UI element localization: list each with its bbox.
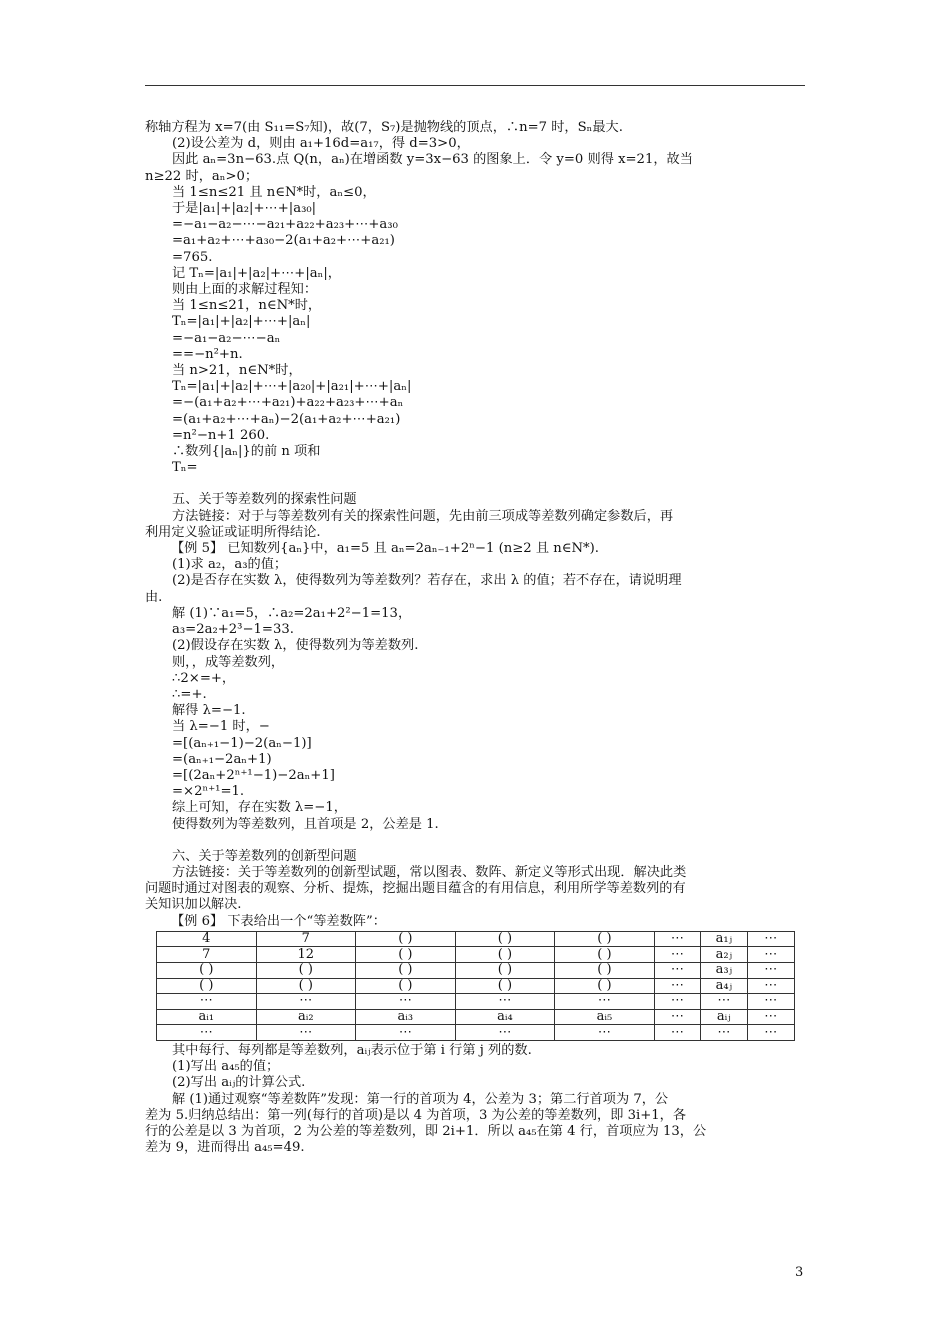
text-line: =−a₁−a₂−⋯−aₙ [172, 330, 281, 346]
text-line: 利用定义验证或证明所得结论. [145, 524, 321, 540]
text-line: 由. [145, 589, 163, 605]
table-cell: ⋯ [654, 962, 700, 978]
header-rule [145, 85, 805, 86]
text-line: =×2ⁿ⁺¹=1. [172, 784, 245, 800]
text-line: =n²−n+1 260. [172, 427, 270, 443]
table-cell: 7 [256, 931, 356, 947]
table-cell: ⋯ [654, 978, 700, 994]
table-cell: ⋯ [701, 994, 747, 1010]
table-cell: ( ) [555, 978, 655, 994]
table-cell: ( ) [555, 962, 655, 978]
table-cell: ⋯ [455, 1025, 555, 1041]
text-line: ∴=+. [172, 686, 207, 702]
text-line: 问题时通过对图表的观察、分析、提炼，挖掘出题目蕴含的有用信息，利用所学等差数列的有 [145, 881, 686, 897]
table-cell: a₁ⱼ [701, 931, 747, 947]
table-cell: ⋯ [157, 994, 257, 1010]
table-row [157, 931, 795, 947]
table-cell: ( ) [455, 962, 555, 978]
table-cell: ⋯ [654, 947, 700, 963]
text-line: 解得 λ=−1. [172, 703, 246, 719]
text-line: =[(aₙ₊₁−1)−2(aₙ−1)] [172, 735, 312, 751]
text-line: Tₙ=|a₁|+|a₂|+⋯+|aₙ| [172, 314, 311, 330]
text-line: 当 1≤n≤21 且 n∈N*时，aₙ≤0， [172, 184, 376, 200]
table-cell: aᵢ₂ [256, 1009, 356, 1025]
text-before-table [145, 120, 807, 930]
text-line: 当 1≤n≤21，n∈N*时， [172, 298, 322, 314]
table-cell: ( ) [256, 962, 356, 978]
table-cell: ( ) [356, 931, 456, 947]
table-cell: 7 [157, 947, 257, 963]
text-after-table [145, 1043, 807, 1156]
text-line: 【例 5】 已知数列{aₙ}中，a₁=5 且 aₙ=2aₙ₋₁+2ⁿ−1 (n≥2 且 n∈N*). [171, 541, 599, 557]
text-line: (2)是否存在实数 λ，使得数列为等差数列？若存在，求出 λ 的值；若不存在，请说明理 [172, 573, 682, 589]
table-cell: a₃ⱼ [701, 962, 747, 978]
text-line: a₃=2a₂+2³−1=33. [172, 622, 294, 638]
text-line: =−(a₁+a₂+⋯+a₂₁)+a₂₂+a₂₃+⋯+aₙ [172, 395, 404, 411]
text-line: =−a₁−a₂−⋯−a₂₁+a₂₂+a₂₃+⋯+a₃₀ [172, 217, 398, 233]
text-line: (2)假设存在实数 λ，使得数列为等差数列. [172, 638, 419, 654]
table-cell: ⋯ [256, 994, 356, 1010]
table-cell: ⋯ [256, 1025, 356, 1041]
text-line: 六、关于等差数列的创新型问题 [172, 848, 357, 864]
table-cell: ⋯ [555, 994, 655, 1010]
table-cell: ⋯ [747, 994, 794, 1010]
table-row [157, 1025, 795, 1041]
table-cell: ( ) [356, 962, 456, 978]
text-line: 于是|a₁|+|a₂|+⋯+|a₃₀| [172, 201, 317, 217]
table-cell: ( ) [555, 947, 655, 963]
text-line: =(a₁+a₂+⋯+aₙ)−2(a₁+a₂+⋯+a₂₁) [172, 411, 401, 427]
table-cell: a₄ⱼ [701, 978, 747, 994]
text-line: 解 (1)∵a₁=5，∴a₂=2a₁+2²−1=13， [172, 605, 412, 621]
text-line: 【例 6】 下表给出一个“等差数阵”： [171, 913, 386, 929]
text-line: Tₙ= [172, 460, 198, 476]
text-line: =a₁+a₂+⋯+a₃₀−2(a₁+a₂+⋯+a₂₁) [172, 233, 395, 249]
table-row [157, 1009, 795, 1025]
arithmetic-array-table [156, 931, 795, 1041]
table-cell: ⋯ [356, 994, 456, 1010]
text-line: ∴2×=+， [172, 670, 236, 686]
table-cell: aᵢ₁ [157, 1009, 257, 1025]
text-line: 则，，成等差数列， [172, 654, 285, 670]
text-line: (2)写出 aᵢⱼ的计算公式. [172, 1075, 306, 1091]
table-row [157, 994, 795, 1010]
text-line: 记 Tₙ=|a₁|+|a₂|+⋯+|aₙ|， [172, 265, 341, 281]
text-line: 使得数列为等差数列，且首项是 2，公差是 1. [172, 816, 439, 832]
table-cell: ( ) [455, 947, 555, 963]
text-line: 差为 9，进而得出 a₄₅=49. [145, 1140, 305, 1156]
text-line: 方法链接：对于与等差数列有关的探索性问题，先由前三项成等差数列确定参数后，再 [172, 508, 674, 524]
text-line: =[(2aₙ+2ⁿ⁺¹−1)−2aₙ+1] [172, 767, 335, 783]
text-line: (1)写出 a₄₅的值； [172, 1059, 280, 1075]
table-cell: ⋯ [654, 1025, 700, 1041]
table-row [157, 947, 795, 963]
table-cell: ⋯ [356, 1025, 456, 1041]
text-line: (1)求 a₂，a₃的值； [172, 557, 288, 573]
text-line: ==−n²+n. [172, 346, 243, 362]
table-cell: ⋯ [654, 931, 700, 947]
text-line: 称轴方程为 x=7(由 S₁₁=S₇知)，故(7，S₇)是抛物线的顶点，∴n=7 时，Sₙ最大. [145, 120, 623, 135]
text-line: (2)设公差为 d，则由 a₁+16d=a₁₇，得 d=3>0， [172, 136, 470, 152]
text-line: n≥22 时，aₙ>0； [145, 168, 259, 184]
table-cell: ( ) [256, 978, 356, 994]
table-cell: ( ) [555, 931, 655, 947]
blank-line [145, 833, 807, 849]
text-line: 因此 aₙ=3n−63.点 Q(n，aₙ)在增函数 y=3x−63 的图象上．令 y=0 则得 x=21，故当 [172, 152, 693, 168]
table-cell: a₂ⱼ [701, 947, 747, 963]
text-line: =(aₙ₊₁−2aₙ+1) [172, 751, 272, 767]
table-cell: ⋯ [747, 931, 794, 947]
table-cell: ( ) [455, 978, 555, 994]
table-row [157, 962, 795, 978]
text-line: 方法链接：关于等差数列的创新型试题，常以图表、数阵、新定义等形式出现．解决此类 [172, 864, 687, 880]
page-number: 3 [795, 1265, 804, 1280]
table-cell: ⋯ [654, 994, 700, 1010]
table-cell: ⋯ [555, 1025, 655, 1041]
table-cell: ( ) [356, 947, 456, 963]
text-line: 关知识加以解决. [145, 897, 242, 913]
text-line: =765. [172, 249, 213, 265]
table-cell: ⋯ [747, 1009, 794, 1025]
table-cell: aᵢ₃ [356, 1009, 456, 1025]
text-line: 行的公差是以 3 为首项，2 为公差的等差数列，即 2i+1．所以 a₄₅在第 4 行，首项应为 13，公 [145, 1123, 707, 1139]
text-line: 则由上面的求解过程知： [172, 282, 318, 298]
table-cell: 4 [157, 931, 257, 947]
text-line: ∴数列{|aₙ|}的前 n 项和 [172, 444, 321, 460]
text-line: 当 λ=−1 时，− [172, 719, 270, 735]
table-cell: ( ) [157, 978, 257, 994]
text-line: 五、关于等差数列的探索性问题 [172, 492, 357, 508]
document-body [145, 120, 807, 1156]
table-cell: aᵢ₅ [555, 1009, 655, 1025]
text-line: 当 n>21，n∈N*时， [172, 363, 302, 379]
text-line: 解 (1)通过观察“等差数阵”发现：第一行的首项为 4，公差为 3；第二行首项为 7，公 [172, 1091, 669, 1107]
table-cell: ( ) [157, 962, 257, 978]
table-cell: ( ) [455, 931, 555, 947]
table-cell: ⋯ [654, 1009, 700, 1025]
table-cell: ⋯ [701, 1025, 747, 1041]
table-cell: ⋯ [157, 1025, 257, 1041]
table-row [157, 978, 795, 994]
text-line: 其中每行、每列都是等差数列，aᵢⱼ表示位于第 i 行第 j 列的数. [172, 1042, 532, 1058]
table-cell: ⋯ [747, 947, 794, 963]
text-line: 差为 5.归纳总结出：第一列(每行的首项)是以 4 为首项，3 为公差的等差数列，即 3i+1，各 [145, 1107, 687, 1123]
table-cell: ( ) [356, 978, 456, 994]
blank-line [145, 476, 807, 492]
text-line: 综上可知，存在实数 λ=−1， [172, 800, 347, 816]
table-cell: ⋯ [747, 1025, 794, 1041]
table-cell: 12 [256, 947, 356, 963]
table-cell: ⋯ [747, 962, 794, 978]
table-cell: aᵢ₄ [455, 1009, 555, 1025]
table-cell: ⋯ [747, 978, 794, 994]
table-cell: aᵢⱼ [701, 1009, 747, 1025]
table-cell: ⋯ [455, 994, 555, 1010]
text-line: Tₙ=|a₁|+|a₂|+⋯+|a₂₀|+|a₂₁|+⋯+|aₙ| [172, 379, 412, 395]
